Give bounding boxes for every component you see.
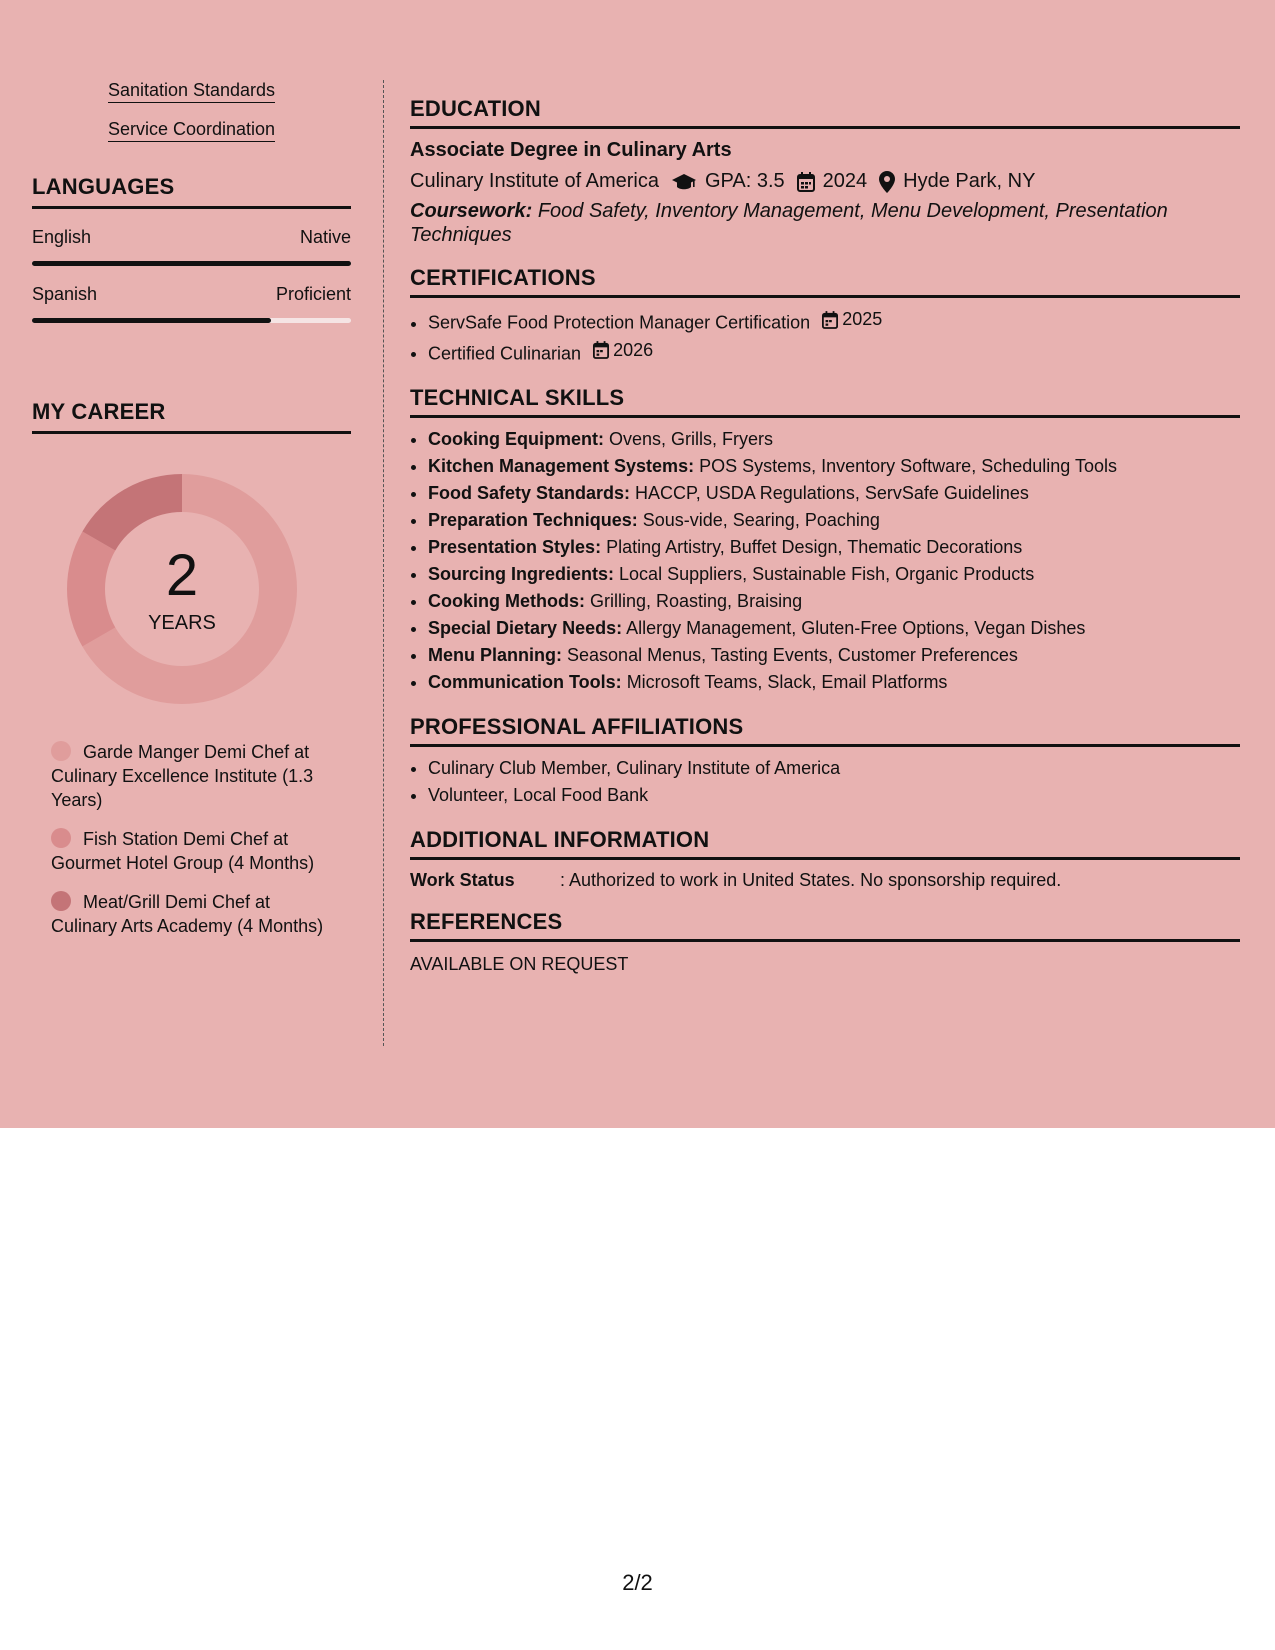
graduation-year: 2024 bbox=[822, 170, 868, 192]
affiliation-item: • Volunteer, Local Food Bank bbox=[428, 782, 1240, 809]
language-item bbox=[32, 284, 351, 323]
technical-skills-heading: TECHNICAL SKILLS bbox=[410, 385, 1240, 418]
donut-slice bbox=[82, 474, 182, 551]
skill-item: • Sourcing Ingredients: Local Suppliers, Sustainable Fish, Organic Products bbox=[428, 561, 1240, 588]
additional-info-section bbox=[410, 827, 1240, 891]
skill-item: • Presentation Styles: Plating Artistry, Buffet Design, Thematic Decorations bbox=[428, 534, 1240, 561]
certifications-heading: CERTIFICATIONS bbox=[410, 265, 1240, 298]
language-name: English bbox=[32, 227, 92, 247]
skill-sanitation-standards[interactable]: Sanitation Standards bbox=[32, 80, 351, 101]
language-level-bar bbox=[32, 261, 351, 266]
legend-dot-icon bbox=[51, 891, 71, 911]
skill-item: • Food Safety Standards: HACCP, USDA Regulations, ServSafe Guidelines bbox=[428, 480, 1240, 507]
career-item: Fish Station Demi Chef at Gourmet Hotel Group (4 Months) bbox=[51, 829, 315, 873]
technical-skills-section bbox=[410, 385, 1240, 696]
calendar-icon bbox=[797, 172, 815, 192]
skill-service-coordination[interactable]: Service Coordination bbox=[32, 119, 351, 140]
page-number: 2/2 bbox=[622, 1570, 653, 1595]
skill-item: • Menu Planning: Seasonal Menus, Tasting Events, Customer Preferences bbox=[428, 642, 1240, 669]
affiliations-section bbox=[410, 714, 1240, 809]
references-text: AVAILABLE ON REQUEST bbox=[410, 954, 629, 974]
education-section bbox=[410, 96, 1240, 247]
references-heading: REFERENCES bbox=[410, 909, 1240, 942]
skill-item: • Communication Tools: Microsoft Teams, Slack, Email Platforms bbox=[428, 669, 1240, 696]
skill-item: • Cooking Methods: Grilling, Roasting, Braising bbox=[428, 588, 1240, 615]
affiliation-item: • Culinary Club Member, Culinary Institute of America bbox=[428, 755, 1240, 782]
education-heading: EDUCATION bbox=[410, 96, 1240, 129]
work-status-label: Work Status bbox=[410, 870, 515, 890]
career-item: Meat/Grill Demi Chef at Culinary Arts Academy (4 Months) bbox=[51, 892, 324, 936]
degree-title: Associate Degree in Culinary Arts bbox=[410, 139, 732, 161]
skill-item: • Special Dietary Needs: Allergy Management, Gluten-Free Options, Vegan Dishes bbox=[428, 615, 1240, 642]
legend-dot-icon bbox=[51, 741, 71, 761]
career-item: Garde Manger Demi Chef at Culinary Excellence Institute (1.3 Years) bbox=[51, 742, 314, 810]
language-level-bar bbox=[32, 318, 351, 323]
school-name: Culinary Institute of America bbox=[410, 170, 659, 192]
gpa: GPA: 3.5 bbox=[705, 170, 785, 192]
certification-item: • ServSafe Food Protection Manager Certification 2025 bbox=[428, 306, 1240, 337]
additional-info-heading: ADDITIONAL INFORMATION bbox=[410, 827, 1240, 860]
graduation-cap-icon bbox=[671, 172, 697, 192]
career-heading: MY CAREER bbox=[32, 399, 351, 434]
skill-item: • Kitchen Management Systems: POS Systems, Inventory Software, Scheduling Tools bbox=[428, 453, 1240, 480]
career-donut-chart bbox=[67, 474, 297, 704]
language-level: Proficient bbox=[275, 284, 351, 304]
calendar-icon bbox=[822, 311, 838, 329]
map-pin-icon bbox=[879, 171, 895, 193]
language-name: Spanish bbox=[32, 284, 98, 304]
school-location: Hyde Park, NY bbox=[903, 170, 1036, 192]
language-level: Native bbox=[299, 227, 351, 247]
legend-dot-icon bbox=[51, 828, 71, 848]
career-total-years: 2 bbox=[165, 543, 199, 608]
languages-heading: LANGUAGES bbox=[32, 174, 351, 209]
column-divider bbox=[383, 80, 384, 1046]
certification-item: • Certified Culinarian 2026 bbox=[428, 337, 1240, 368]
skill-item: • Cooking Equipment: Ovens, Grills, Fryers bbox=[428, 426, 1240, 453]
calendar-icon bbox=[593, 341, 609, 359]
sidebar bbox=[32, 80, 351, 953]
work-status-row bbox=[410, 870, 1240, 891]
education-meta bbox=[410, 170, 1240, 193]
career-legend bbox=[51, 740, 341, 938]
career-total-unit: YEARS bbox=[148, 612, 216, 634]
references-section bbox=[410, 909, 1240, 975]
coursework: Coursework: Food Safety, Inventory Management, Menu Development, Presentation Techniques bbox=[410, 200, 1168, 246]
certifications-section bbox=[410, 265, 1240, 367]
skill-item: • Preparation Techniques: Sous-vide, Searing, Poaching bbox=[428, 507, 1240, 534]
affiliations-heading: PROFESSIONAL AFFILIATIONS bbox=[410, 714, 1240, 747]
work-status-value: : Authorized to work in United States. No sponsorship required. bbox=[560, 870, 1062, 890]
language-item bbox=[32, 227, 351, 266]
main-content bbox=[410, 96, 1240, 993]
